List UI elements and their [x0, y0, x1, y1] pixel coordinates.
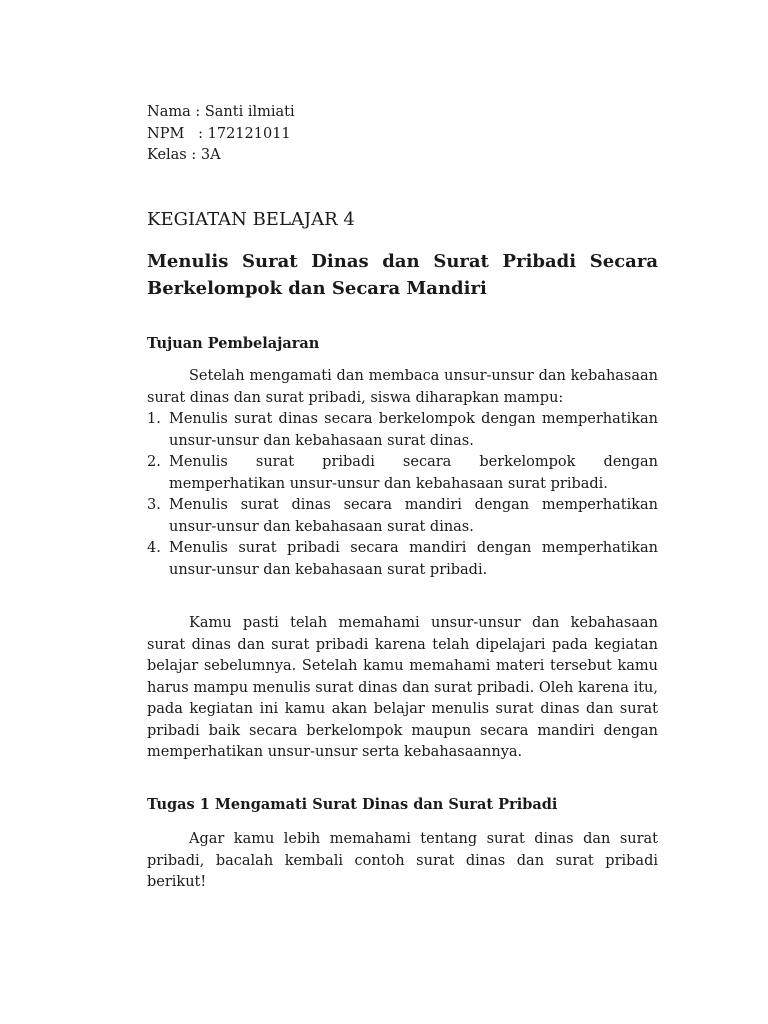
section-heading: KEGIATAN BELAJAR 4: [147, 209, 355, 230]
title-line-2: Berkelompok dan Secara Mandiri: [147, 278, 487, 299]
task-paragraph: Agar kamu lebih memahami tentang surat dinas dan surat pribadi, bacalah kembali contoh surat dinas dan surat pribadi berikut!: [147, 831, 658, 890]
list-item: 1. Menulis surat dinas secara berkelompok dengan memperhatikan unsur-unsur dan kebahasaan surat dinas.: [147, 411, 658, 449]
list-item: 4. Menulis surat pribadi secara mandiri dengan memperhatikan unsur-unsur dan kebahasaan surat pribadi.: [147, 540, 658, 578]
student-npm: NPM : 172121011: [147, 125, 291, 142]
document-title: [147, 248, 658, 302]
student-class: Kelas : 3A: [147, 147, 221, 163]
body-paragraph: Kamu pasti telah memahami unsur-unsur dan kebahasaan surat dinas dan surat pribadi karena telah dipelajari pada kegiatan belajar sebelumnya. Setelah kamu memahami materi tersebut kamu harus mampu menulis surat dinas dan surat pribadi. Oleh karena itu, pada kegiatan ini kamu akan belajar menulis surat dinas dan surat pribadi baik secara berkelompok maupun secara mandiri dengan memperhatikan unsur-unsur serta kebahasaannya.: [147, 615, 658, 760]
list-item: 2. Menulis surat pribadi secara berkelompok dengan memperhatikan unsur-unsur dan kebahasaan surat pribadi.: [147, 454, 658, 492]
task-heading: Tugas 1 Mengamati Surat Dinas dan Surat Pribadi: [147, 796, 558, 813]
objectives-heading: Tujuan Pembelajaran: [147, 335, 320, 352]
objectives-intro: Setelah mengamati dan membaca unsur-unsur dan kebahasaan surat dinas dan surat pribadi, siswa diharapkan mampu:: [147, 368, 658, 406]
student-info: [147, 102, 295, 167]
objectives-list: [147, 409, 658, 581]
title-line-1: Menulis Surat Dinas dan Surat Pribadi Secara: [147, 251, 658, 272]
student-name: Nama : Santi ilmiati: [147, 104, 295, 120]
list-item: 3. Menulis surat dinas secara mandiri dengan memperhatikan unsur-unsur dan kebahasaan surat dinas.: [147, 497, 658, 535]
